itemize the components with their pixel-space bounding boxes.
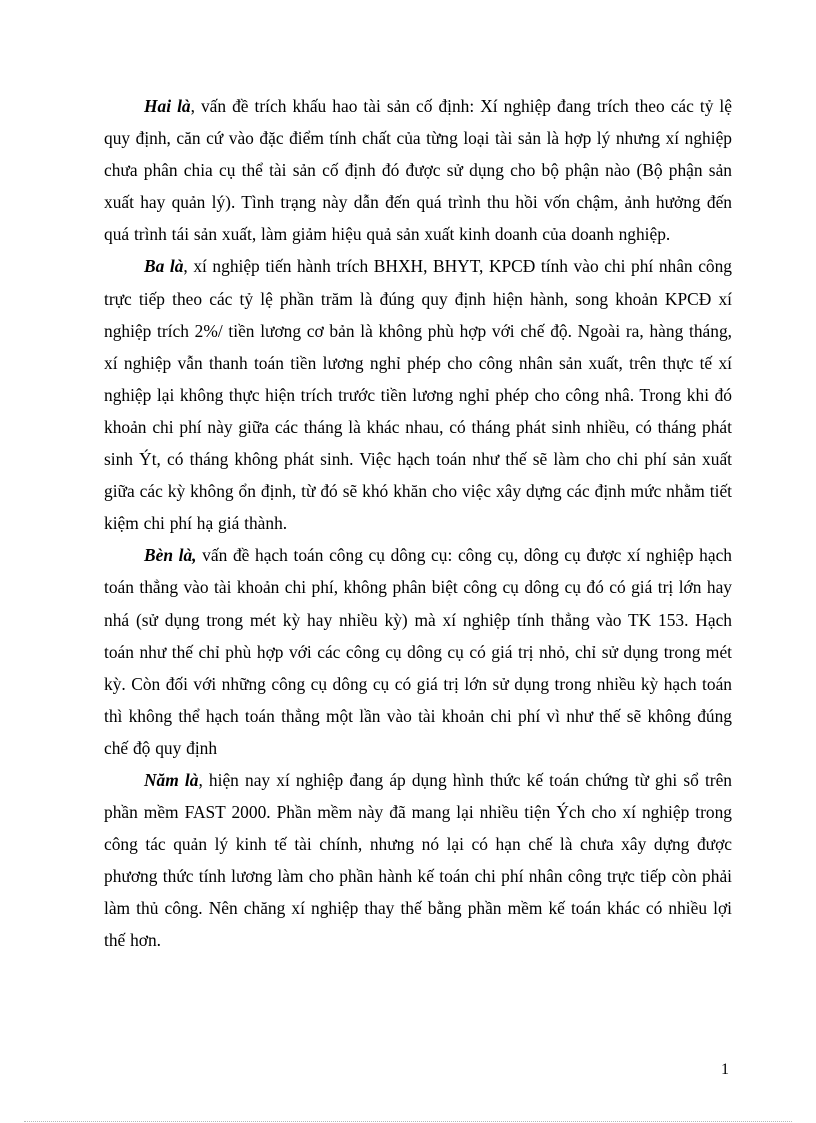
paragraph-insurance xyxy=(104,250,732,539)
paragraph-software xyxy=(104,764,732,957)
paragraph-text: vấn đề hạch toán công cụ dông cụ: công cụ, dông cụ được xí nghiệp hạch toán thẳng vào tài khoản chi phí, không phân biệt công cụ dông cụ đó có giá trị lớn hay nhá (sử dụng trong mét kỳ hay nhiều kỳ) mà xí nghiệp tính thẳng vào TK 153. Hạch toán như thế chỉ phù hợp với các công cụ dông cụ có giá trị nhỏ, chỉ sử dụng trong mét kỳ. Còn đối với những công cụ dông cụ có giá trị lớn sử dụng trong nhiều kỳ hạch toán thì không thể hạch toán thẳng một lần vào tài khoản chi phí vì như thế sẽ không đúng chế độ quy định xyxy=(104,545,732,758)
paragraph-lead: Năm là xyxy=(144,769,199,790)
paragraph-text: , vấn đề trích khấu hao tài sản cố định: Xí nghiệp đang trích theo các tỷ lệ quy định, căn cứ vào đặc điểm tính chất của từng loại tài sản là hợp lý nhưng xí nghiệp chưa phân chia cụ thể tài sản cố định đó được sử dụng cho bộ phận nào (Bộ phận sản xuất hay quản lý). Tình trạng này dẫn đến quá trình thu hồi vốn chậm, ảnh hưởng đến quá trình tái sản xuất, làm giảm hiệu quả sản xuất kinh doanh của doanh nghiệp. xyxy=(104,96,732,245)
paragraph-depreciation xyxy=(104,90,732,250)
document-body xyxy=(104,90,732,957)
paragraph-text: , hiện nay xí nghiệp đang áp dụng hình thức kế toán chứng từ ghi sổ trên phần mềm FAST 2000. Phần mềm này đã mang lại nhiều tiện Ých cho xí nghiệp trong công tác quản lý kinh tế tài chính, nhưng nó lại có hạn chế là chưa xây dựng được phương thức tính lương làm cho phần hành kế toán chi phí nhân công trực tiếp còn phải làm thủ công. Nên chăng xí nghiệp thay thế bằng phần mềm kế toán khác có nhiều lợi thế hơn. xyxy=(104,769,733,951)
paragraph-tools xyxy=(104,539,732,764)
footer-divider xyxy=(24,1121,792,1122)
paragraph-lead: Hai là xyxy=(144,96,191,116)
page-number: 1 xyxy=(721,1061,729,1078)
paragraph-lead: Ba là xyxy=(144,256,184,277)
paragraph-lead: Bèn là, xyxy=(144,545,197,566)
paragraph-text: , xí nghiệp tiến hành trích BHXH, BHYT, KPCĐ tính vào chi phí nhân công trực tiếp theo các tỷ lệ phần trăm là đúng quy định hiện hành, song khoản KPCĐ xí nghiệp trích 2%/ tiền lương cơ bản là không phù hợp với chế độ. Ngoài ra, hàng tháng, xí nghiệp vẫn thanh toán tiền lương nghỉ phép cho công nhân sản xuất, trên thực tế xí nghiệp lại không thực hiện trích trước tiền lương nghỉ phép cho công nhâ. Trong khi đó khoản chi phí này giữa các tháng là khác nhau, có tháng phát sinh nhiều, có tháng phát sinh Ýt, có tháng không phát sinh. Việc hạch toán như thế sẽ làm cho chi phí sản xuất giữa các kỳ không ổn định, từ đó sẽ khó khăn cho việc xây dựng các định mức nhằm tiết kiệm chi phí hạ giá thành. xyxy=(104,256,733,534)
